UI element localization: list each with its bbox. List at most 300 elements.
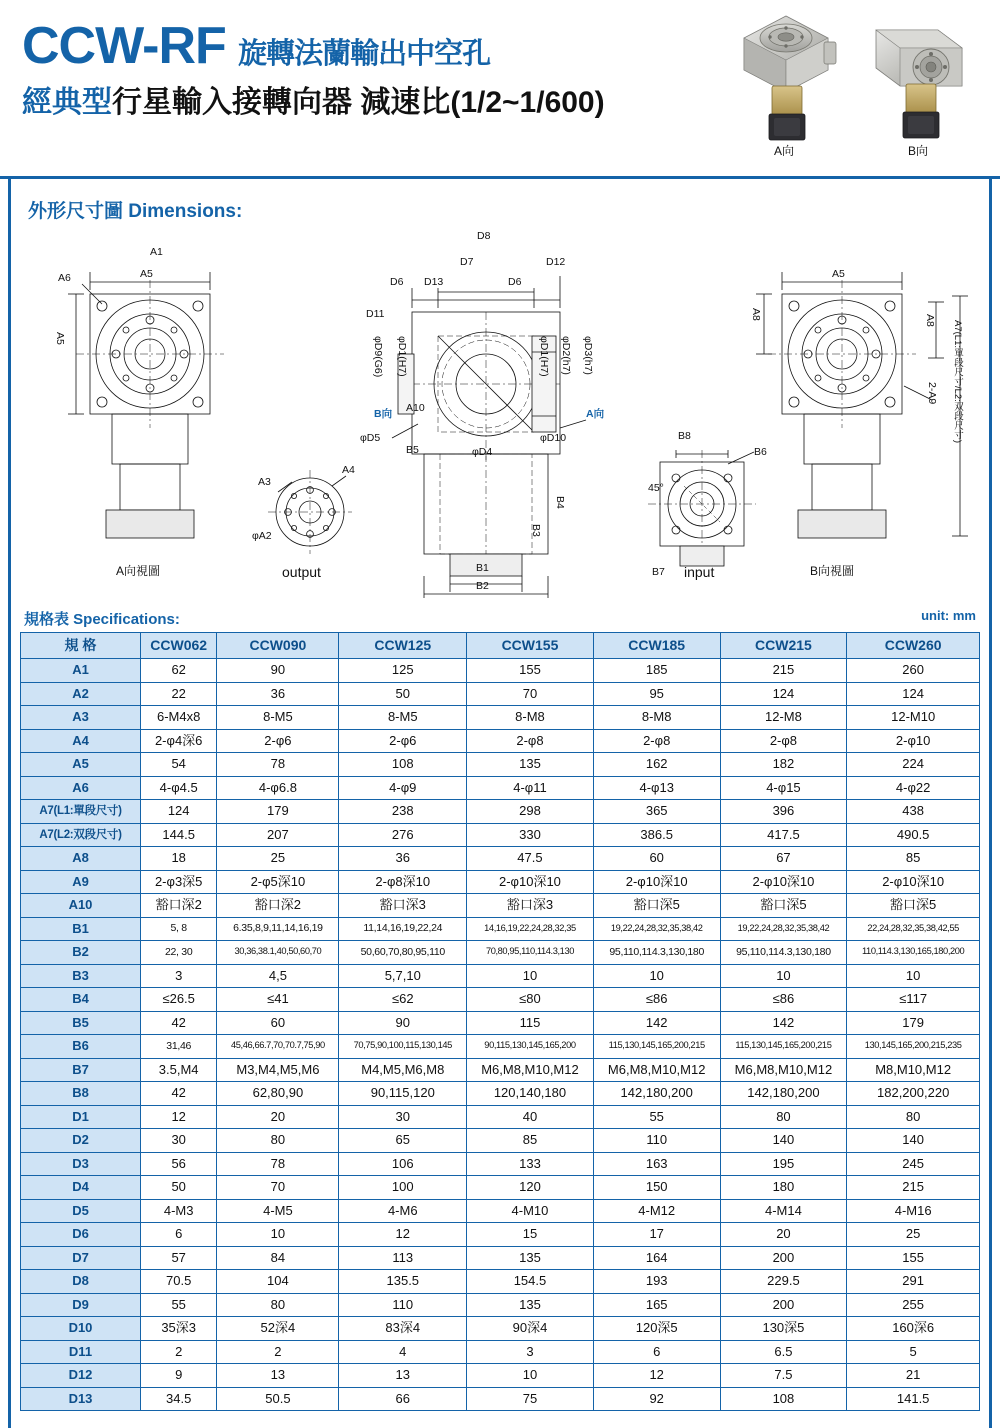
row-label: A8	[21, 847, 141, 871]
cell-D12-CCW155: 10	[467, 1364, 594, 1388]
row-label: B7	[21, 1058, 141, 1082]
cell-D2-CCW260: 140	[847, 1129, 980, 1153]
header-model-2: CCW125	[339, 633, 467, 659]
row-label: A9	[21, 870, 141, 894]
cell-A6-CCW260: 4-φ22	[847, 776, 980, 800]
cell-A7L2-CCW260: 490.5	[847, 823, 980, 847]
cell-D10-CCW090: 52深4	[217, 1317, 339, 1341]
cell-B1-CCW185: 19,22,24,28,32,35,38,42	[593, 917, 720, 941]
row-label: B6	[21, 1035, 141, 1059]
cell-A7L1-CCW090: 179	[217, 800, 339, 824]
cell-D2-CCW090: 80	[217, 1129, 339, 1153]
header-model-1: CCW090	[217, 633, 339, 659]
cell-A2-CCW062: 22	[141, 682, 217, 706]
label-a5-left: A5	[54, 332, 66, 345]
cell-B6-CCW185: 115,130,145,165,200,215	[593, 1035, 720, 1059]
cell-D13-CCW185: 92	[593, 1387, 720, 1411]
cell-D10-CCW062: 35深3	[141, 1317, 217, 1341]
label-dt1: φD1(H7)	[538, 336, 550, 377]
cell-D7-CCW185: 164	[593, 1246, 720, 1270]
cell-D7-CCW215: 200	[720, 1246, 847, 1270]
row-label: A1	[21, 659, 141, 683]
cell-A10-CCW062: 豁口深2	[141, 894, 217, 918]
cell-B1-CCW155: 14,16,19,22,24,28,32,35	[467, 917, 594, 941]
cell-A10-CCW260: 豁口深5	[847, 894, 980, 918]
label-b3: B3	[530, 524, 542, 537]
cell-B2-CCW185: 95,110,114.3,130,180	[593, 941, 720, 965]
cell-B1-CCW062: 5, 8	[141, 917, 217, 941]
cell-A9-CCW185: 2-φ10深10	[593, 870, 720, 894]
table-row	[21, 1105, 980, 1129]
cell-B2-CCW090: 30,36,38.1,40,50,60,70	[217, 941, 339, 965]
product-photo-b	[862, 8, 974, 148]
table-row	[21, 1082, 980, 1106]
table-row	[21, 1152, 980, 1176]
cell-A5-CCW260: 224	[847, 753, 980, 777]
cell-A3-CCW215: 12-M8	[720, 706, 847, 730]
cell-A9-CCW260: 2-φ10深10	[847, 870, 980, 894]
label-d6b: D6	[508, 276, 522, 288]
label-a8-right: A8	[924, 314, 936, 327]
cell-A8-CCW185: 60	[593, 847, 720, 871]
dimensions-section-title: 外形尺寸圖 Dimensions:	[28, 201, 243, 222]
label-a3: A3	[258, 476, 271, 488]
cell-D12-CCW260: 21	[847, 1364, 980, 1388]
cell-B2-CCW062: 22, 30	[141, 941, 217, 965]
header-model-5: CCW215	[720, 633, 847, 659]
cell-D4-CCW215: 180	[720, 1176, 847, 1200]
cell-D8-CCW125: 135.5	[339, 1270, 467, 1294]
row-label: A5	[21, 753, 141, 777]
cell-D7-CCW260: 155	[847, 1246, 980, 1270]
cell-A1-CCW062: 62	[141, 659, 217, 683]
label-angle: 45°	[648, 482, 664, 494]
label-b7: B7	[652, 566, 665, 578]
label-d2: φD2(h7)	[560, 336, 572, 375]
cell-D3-CCW155: 133	[467, 1152, 594, 1176]
row-label: B2	[21, 941, 141, 965]
cell-A4-CCW125: 2-φ6	[339, 729, 467, 753]
cell-B4-CCW185: ≤86	[593, 988, 720, 1012]
label-d10: φD10	[540, 432, 567, 444]
cell-A1-CCW090: 90	[217, 659, 339, 683]
row-label: B4	[21, 988, 141, 1012]
cell-D3-CCW125: 106	[339, 1152, 467, 1176]
table-row	[21, 1176, 980, 1200]
label-a1: A1	[150, 246, 163, 258]
label-d7: D7	[460, 256, 474, 268]
cell-D12-CCW125: 13	[339, 1364, 467, 1388]
row-label: D12	[21, 1364, 141, 1388]
cell-D11-CCW185: 6	[593, 1340, 720, 1364]
cell-B2-CCW155: 70,80,95,110,114.3,130	[467, 941, 594, 965]
table-row	[21, 988, 980, 1012]
cell-D4-CCW260: 215	[847, 1176, 980, 1200]
table-row	[21, 1317, 980, 1341]
label-d12: D12	[546, 256, 566, 268]
cell-B6-CCW260: 130,145,165,200,215,235	[847, 1035, 980, 1059]
row-label: D2	[21, 1129, 141, 1153]
right-border-rule	[989, 0, 992, 1428]
cell-D12-CCW090: 13	[217, 1364, 339, 1388]
header-model-0: CCW062	[141, 633, 217, 659]
table-row	[21, 1293, 980, 1317]
cell-B7-CCW215: M6,M8,M10,M12	[720, 1058, 847, 1082]
cell-D6-CCW215: 20	[720, 1223, 847, 1247]
cell-D11-CCW155: 3	[467, 1340, 594, 1364]
cell-A3-CCW125: 8-M5	[339, 706, 467, 730]
cell-B8-CCW062: 42	[141, 1082, 217, 1106]
cell-A7L1-CCW062: 124	[141, 800, 217, 824]
cell-A9-CCW215: 2-φ10深10	[720, 870, 847, 894]
row-label: B3	[21, 964, 141, 988]
cell-B4-CCW062: ≤26.5	[141, 988, 217, 1012]
cell-A5-CCW185: 162	[593, 753, 720, 777]
cell-D9-CCW090: 80	[217, 1293, 339, 1317]
dimension-drawing	[20, 224, 980, 604]
cell-D5-CCW155: 4-M10	[467, 1199, 594, 1223]
label-input: input	[684, 564, 715, 580]
cell-D13-CCW155: 75	[467, 1387, 594, 1411]
cell-D8-CCW260: 291	[847, 1270, 980, 1294]
cell-A10-CCW185: 豁口深5	[593, 894, 720, 918]
cell-A7L1-CCW215: 396	[720, 800, 847, 824]
cell-B3-CCW215: 10	[720, 964, 847, 988]
label-d4: φD4	[472, 446, 493, 458]
cell-B5-CCW062: 42	[141, 1011, 217, 1035]
cell-D9-CCW155: 135	[467, 1293, 594, 1317]
cell-D11-CCW260: 5	[847, 1340, 980, 1364]
row-label: A3	[21, 706, 141, 730]
cell-D12-CCW185: 12	[593, 1364, 720, 1388]
cell-B4-CCW090: ≤41	[217, 988, 339, 1012]
cell-A2-CCW260: 124	[847, 682, 980, 706]
cell-A8-CCW155: 47.5	[467, 847, 594, 871]
label-a8-left: A8	[750, 308, 762, 321]
cell-D3-CCW090: 78	[217, 1152, 339, 1176]
cell-D12-CCW215: 7.5	[720, 1364, 847, 1388]
cell-D1-CCW155: 40	[467, 1105, 594, 1129]
row-label: A7(L1:單段尺寸)	[21, 800, 141, 824]
cell-A5-CCW125: 108	[339, 753, 467, 777]
table-row	[21, 682, 980, 706]
cell-A3-CCW185: 8-M8	[593, 706, 720, 730]
cell-A7L2-CCW062: 144.5	[141, 823, 217, 847]
cell-D8-CCW062: 70.5	[141, 1270, 217, 1294]
product-a-caption: A向	[773, 144, 794, 158]
table-row	[21, 894, 980, 918]
cell-D12-CCW062: 9	[141, 1364, 217, 1388]
table-row	[21, 753, 980, 777]
cell-A7L1-CCW185: 365	[593, 800, 720, 824]
cell-D9-CCW062: 55	[141, 1293, 217, 1317]
label-d6a: D6	[390, 276, 404, 288]
cell-D1-CCW260: 80	[847, 1105, 980, 1129]
cell-B3-CCW090: 4,5	[217, 964, 339, 988]
label-phi-a2: φA2	[252, 530, 272, 542]
label-d13: D13	[424, 276, 444, 288]
label-output: output	[282, 564, 321, 580]
label-a5-right: A5	[832, 268, 845, 280]
cell-D11-CCW062: 2	[141, 1340, 217, 1364]
cell-A7L1-CCW260: 438	[847, 800, 980, 824]
cell-B4-CCW215: ≤86	[720, 988, 847, 1012]
row-label: D5	[21, 1199, 141, 1223]
label-d9: φD9(G6)	[372, 336, 384, 378]
cell-B8-CCW215: 142,180,200	[720, 1082, 847, 1106]
cell-B5-CCW090: 60	[217, 1011, 339, 1035]
row-label: A10	[21, 894, 141, 918]
table-row	[21, 1364, 980, 1388]
cell-A1-CCW185: 185	[593, 659, 720, 683]
cell-B6-CCW090: 45,46,66.7,70,70.7,75,90	[217, 1035, 339, 1059]
cell-B1-CCW215: 19,22,24,28,32,35,38,42	[720, 917, 847, 941]
cell-A6-CCW062: 4-φ4.5	[141, 776, 217, 800]
cell-D3-CCW215: 195	[720, 1152, 847, 1176]
cell-D5-CCW185: 4-M12	[593, 1199, 720, 1223]
cell-B8-CCW125: 90,115,120	[339, 1082, 467, 1106]
cell-A3-CCW155: 8-M8	[467, 706, 594, 730]
cell-A7L2-CCW125: 276	[339, 823, 467, 847]
cell-B2-CCW125: 50,60,70,80,95,110	[339, 941, 467, 965]
row-label: D11	[21, 1340, 141, 1364]
row-label: D1	[21, 1105, 141, 1129]
table-row	[21, 1035, 980, 1059]
cell-A5-CCW155: 135	[467, 753, 594, 777]
label-view-b: B向視圖	[810, 564, 855, 578]
cell-D13-CCW125: 66	[339, 1387, 467, 1411]
label-d8: D8	[477, 230, 491, 242]
page-title	[22, 17, 605, 75]
table-row	[21, 776, 980, 800]
cell-B7-CCW155: M6,M8,M10,M12	[467, 1058, 594, 1082]
table-body	[21, 659, 980, 1411]
cell-D7-CCW062: 57	[141, 1246, 217, 1270]
label-a9: 2-A9	[926, 382, 938, 405]
cell-A2-CCW185: 95	[593, 682, 720, 706]
header-model-4: CCW185	[593, 633, 720, 659]
cell-D5-CCW260: 4-M16	[847, 1199, 980, 1223]
cell-D2-CCW062: 30	[141, 1129, 217, 1153]
cell-B8-CCW155: 120,140,180	[467, 1082, 594, 1106]
cell-D6-CCW260: 25	[847, 1223, 980, 1247]
cell-B1-CCW260: 22,24,28,32,35,38,42,55	[847, 917, 980, 941]
row-label: A7(L2:双段尺寸)	[21, 823, 141, 847]
cell-B4-CCW155: ≤80	[467, 988, 594, 1012]
cell-A1-CCW155: 155	[467, 659, 594, 683]
cell-D2-CCW215: 140	[720, 1129, 847, 1153]
row-label: D6	[21, 1223, 141, 1247]
cell-B5-CCW260: 179	[847, 1011, 980, 1035]
page-header	[0, 0, 1000, 178]
cell-B5-CCW185: 142	[593, 1011, 720, 1035]
cell-A7L2-CCW155: 330	[467, 823, 594, 847]
cell-D13-CCW062: 34.5	[141, 1387, 217, 1411]
cell-D9-CCW125: 110	[339, 1293, 467, 1317]
cell-A4-CCW155: 2-φ8	[467, 729, 594, 753]
cell-A10-CCW215: 豁口深5	[720, 894, 847, 918]
label-view-a: A向視圖	[116, 564, 161, 578]
cell-B7-CCW260: M8,M10,M12	[847, 1058, 980, 1082]
cell-D1-CCW090: 20	[217, 1105, 339, 1129]
table-row	[21, 1340, 980, 1364]
row-label: B5	[21, 1011, 141, 1035]
cell-D3-CCW062: 56	[141, 1152, 217, 1176]
row-label: A2	[21, 682, 141, 706]
cell-D5-CCW062: 4-M3	[141, 1199, 217, 1223]
cell-B4-CCW125: ≤62	[339, 988, 467, 1012]
cell-B8-CCW090: 62,80,90	[217, 1082, 339, 1106]
label-b8: B8	[678, 430, 691, 442]
cell-B6-CCW215: 115,130,145,165,200,215	[720, 1035, 847, 1059]
cell-A4-CCW185: 2-φ8	[593, 729, 720, 753]
cell-A4-CCW260: 2-φ10	[847, 729, 980, 753]
table-header-row	[21, 633, 980, 659]
label-b6: B6	[754, 446, 767, 458]
cell-A8-CCW090: 25	[217, 847, 339, 871]
cell-A8-CCW260: 85	[847, 847, 980, 871]
model-name: CCW-RF	[22, 17, 226, 75]
cell-D8-CCW090: 104	[217, 1270, 339, 1294]
cell-A2-CCW090: 36	[217, 682, 339, 706]
label-a4: A4	[342, 464, 355, 476]
cell-B1-CCW125: 11,14,16,19,22,24	[339, 917, 467, 941]
product-photo-a	[728, 8, 840, 148]
cell-A7L2-CCW185: 386.5	[593, 823, 720, 847]
cell-A5-CCW090: 78	[217, 753, 339, 777]
cell-A9-CCW062: 2-φ3深5	[141, 870, 217, 894]
cell-D3-CCW260: 245	[847, 1152, 980, 1176]
cell-B6-CCW155: 90,115,130,145,165,200	[467, 1035, 594, 1059]
table-row	[21, 1387, 980, 1411]
row-label: B8	[21, 1082, 141, 1106]
cell-A6-CCW090: 4-φ6.8	[217, 776, 339, 800]
row-label: D4	[21, 1176, 141, 1200]
table-row	[21, 800, 980, 824]
cell-D13-CCW260: 141.5	[847, 1387, 980, 1411]
cell-D8-CCW215: 229.5	[720, 1270, 847, 1294]
cell-D2-CCW185: 110	[593, 1129, 720, 1153]
cell-A5-CCW062: 54	[141, 753, 217, 777]
table-row	[21, 823, 980, 847]
cell-D10-CCW155: 90深4	[467, 1317, 594, 1341]
table-row	[21, 1011, 980, 1035]
cell-D10-CCW185: 120深5	[593, 1317, 720, 1341]
cell-D9-CCW185: 165	[593, 1293, 720, 1317]
cell-A10-CCW125: 豁口深3	[339, 894, 467, 918]
cell-A1-CCW260: 260	[847, 659, 980, 683]
cell-B3-CCW260: 10	[847, 964, 980, 988]
cell-A2-CCW215: 124	[720, 682, 847, 706]
row-label: D7	[21, 1246, 141, 1270]
cell-A2-CCW125: 50	[339, 682, 467, 706]
label-a7: A7(L1:單段尺寸/L2:双段尺寸)	[952, 320, 963, 443]
product-b-caption: B向	[907, 144, 928, 158]
table-row	[21, 870, 980, 894]
cell-D5-CCW090: 4-M5	[217, 1199, 339, 1223]
cell-D1-CCW185: 55	[593, 1105, 720, 1129]
cell-A8-CCW062: 18	[141, 847, 217, 871]
table-row	[21, 1199, 980, 1223]
label-d3: φD3(h7)	[582, 336, 594, 375]
label-d11: D11	[366, 308, 385, 320]
cell-B3-CCW062: 3	[141, 964, 217, 988]
cell-D9-CCW260: 255	[847, 1293, 980, 1317]
cell-D4-CCW125: 100	[339, 1176, 467, 1200]
left-border-rule	[8, 0, 11, 1428]
table-row	[21, 964, 980, 988]
cell-D6-CCW090: 10	[217, 1223, 339, 1247]
row-label: D13	[21, 1387, 141, 1411]
cell-A4-CCW090: 2-φ6	[217, 729, 339, 753]
cell-A7L2-CCW090: 207	[217, 823, 339, 847]
label-b4: B4	[554, 496, 566, 509]
cell-D6-CCW062: 6	[141, 1223, 217, 1247]
cell-B4-CCW260: ≤117	[847, 988, 980, 1012]
drawing-svg	[20, 224, 980, 604]
table-row	[21, 729, 980, 753]
cell-A10-CCW090: 豁口深2	[217, 894, 339, 918]
cell-B8-CCW260: 182,200,220	[847, 1082, 980, 1106]
row-label: A4	[21, 729, 141, 753]
table-row	[21, 706, 980, 730]
cell-D13-CCW215: 108	[720, 1387, 847, 1411]
cell-A6-CCW215: 4-φ15	[720, 776, 847, 800]
cell-D9-CCW215: 200	[720, 1293, 847, 1317]
label-d1-left: φD1(H7)	[396, 336, 408, 377]
label-a5-top: A5	[140, 268, 153, 280]
cell-D6-CCW125: 12	[339, 1223, 467, 1247]
table-row	[21, 847, 980, 871]
label-a6: A6	[58, 272, 71, 284]
cell-A1-CCW125: 125	[339, 659, 467, 683]
cell-A6-CCW155: 4-φ11	[467, 776, 594, 800]
cell-A9-CCW125: 2-φ8深10	[339, 870, 467, 894]
cell-A9-CCW155: 2-φ10深10	[467, 870, 594, 894]
cell-D10-CCW260: 160深6	[847, 1317, 980, 1341]
cell-A2-CCW155: 70	[467, 682, 594, 706]
table-row	[21, 1058, 980, 1082]
row-label: D10	[21, 1317, 141, 1341]
spec-section-title: 規格表 Specifications:	[24, 611, 180, 628]
cell-A7L1-CCW155: 298	[467, 800, 594, 824]
cell-A10-CCW155: 豁口深3	[467, 894, 594, 918]
table-row	[21, 941, 980, 965]
row-label: D8	[21, 1270, 141, 1294]
cell-D5-CCW125: 4-M6	[339, 1199, 467, 1223]
cell-A6-CCW185: 4-φ13	[593, 776, 720, 800]
cell-A4-CCW062: 2-φ4深6	[141, 729, 217, 753]
cell-A3-CCW260: 12-M10	[847, 706, 980, 730]
subtitle-rest: 行星輸入接轉向器 減速比(1/2~1/600)	[112, 86, 605, 119]
cell-A7L2-CCW215: 417.5	[720, 823, 847, 847]
table-row	[21, 1270, 980, 1294]
cell-D1-CCW062: 12	[141, 1105, 217, 1129]
table-row	[21, 1223, 980, 1247]
model-subtitle: 旋轉法蘭輸出中空孔	[238, 38, 491, 70]
cell-B2-CCW260: 110,114.3,130,165,180,200	[847, 941, 980, 965]
cell-A1-CCW215: 215	[720, 659, 847, 683]
label-a10: A10	[406, 402, 425, 414]
table-row	[21, 659, 980, 683]
cell-B8-CCW185: 142,180,200	[593, 1082, 720, 1106]
cell-D8-CCW155: 154.5	[467, 1270, 594, 1294]
label-b1: B1	[476, 562, 489, 574]
label-d5: φD5	[360, 432, 381, 444]
cell-A5-CCW215: 182	[720, 753, 847, 777]
cell-B6-CCW062: 31,46	[141, 1035, 217, 1059]
cell-A8-CCW125: 36	[339, 847, 467, 871]
